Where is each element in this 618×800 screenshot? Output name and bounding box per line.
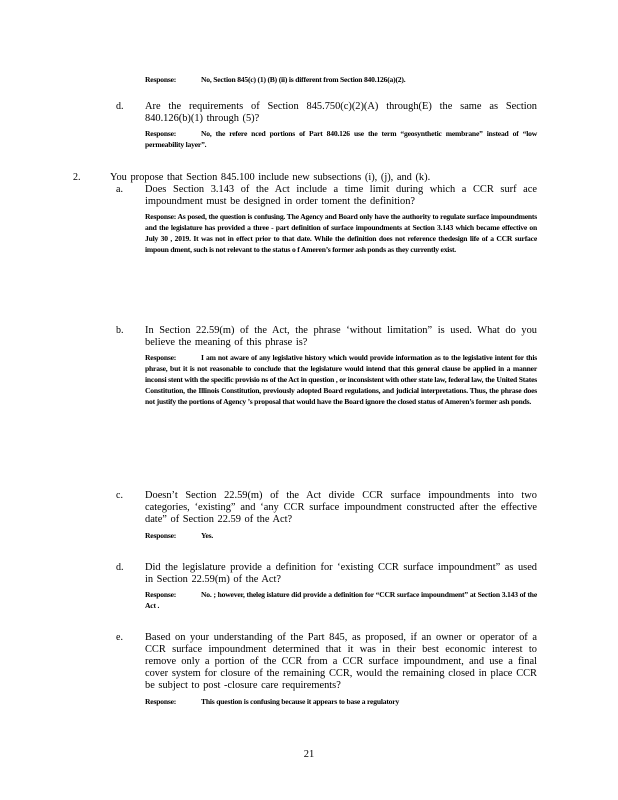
- response-text: : As posed, the question is confusing. The Agency and Board only have the authority to regulate surface impoundments and the legislature has provided a three - part definition of surface impoundments at Section 3.143 which became effective on July 30 , 2019. It was not in effect prior to that date. While the definition does not reference thedesign life of a CCR surface impoun dment, such is not relevant to the status o f Ameren’s former ash ponds as they currently exist.: [145, 212, 537, 255]
- response-label: Response:: [145, 697, 177, 706]
- top-response: [145, 74, 515, 85]
- item-d-response: [145, 128, 537, 150]
- item-b-question: In Section 22.59(m) of the Act, the phrase ‘without limitation” is used. What do you believe the meaning of this phrase is?: [145, 325, 537, 348]
- section-intro: You propose that Section 845.100 include new subsections (i), (j), and (k).: [110, 172, 431, 183]
- item-c-response: [145, 530, 537, 541]
- item-d2-response: [145, 589, 537, 611]
- item-d-question: Are the requirements of Section 845.750(c)(2)(A) through(E) the same as Section 840.126(b)(1) through (5)?: [145, 101, 537, 124]
- response-label: Response:: [145, 129, 177, 138]
- item-d2-question: Did the legislature provide a definition for ‘existing CCR surface impoundment” as used in Section 22.59(m) of the Act?: [145, 562, 537, 585]
- item-e-label: e.: [116, 632, 123, 643]
- item-b-label: b.: [116, 325, 124, 336]
- response-label: Response: [145, 212, 174, 221]
- item-a-question: Does Section 3.143 of the Act include a time limit during which a CCR surf ace impoundment must be designed in order toment the definition?: [145, 184, 537, 207]
- response-text: Yes.: [201, 531, 214, 540]
- item-b-response: [145, 352, 537, 407]
- item-c-question: Doesn’t Section 22.59(m) of the Act divide CCR surface impoundments into two categories, ‘existing” and ‘any CCR surface impoundment constructed after the effective date” of Section 22.59 of the Act?: [145, 490, 537, 525]
- response-label: Response:: [145, 531, 177, 540]
- response-label: Response:: [145, 75, 177, 84]
- section-number: 2.: [73, 172, 81, 183]
- response-text: No, Section 845(c) (1) (B) (ii) is different from Section 840.126(a)(2).: [201, 75, 406, 84]
- item-d2-label: d.: [116, 562, 124, 573]
- item-a-label: a.: [116, 184, 123, 195]
- response-text: No, the refere nced portions of Part 840.126 use the term “geosynthetic membrane” instead of “low permeability layer”.: [145, 129, 537, 150]
- item-e-question: Based on your understanding of the Part 845, as proposed, if an owner or operator of a CCR surface impoundment determined that it was in their best economic interest to remove only a portion of the CCR from a CCR surface impoundment, and use a final cover system for closure of the remaining CCR, would the remaining closed in place CCR be subject to post -closure care requirements?: [145, 632, 537, 691]
- response-text: This question is confusing because it appears to base a regulatory: [201, 697, 400, 706]
- item-c-label: c.: [116, 490, 123, 501]
- response-label: Response:: [145, 590, 177, 599]
- response-label: Response:: [145, 353, 177, 362]
- page-number: 21: [303, 749, 315, 760]
- item-e-response: [145, 696, 537, 707]
- item-a-response: [145, 211, 537, 255]
- item-d-label: d.: [116, 101, 124, 112]
- response-text: I am not aware of any legislative history which would provide information as to the legislative intent for this phrase, but it is not reasonable to conclude that the legislature would intend that this general clause be applied in a manner inconsi stent with the specific provisio ns of the Act in question , or inconsistent with other state law, federal law, the United States Constitution, the Illinois Constitution, previously adopted Board regulations, and judicial interpretations. Thus, the phrase does not justify the portions of Agency ’s proposal that would have the Board ignore the closed status of Ameren’s former ash ponds.: [145, 353, 537, 407]
- response-text: No. ; however, theleg islature did provide a definition for “CCR surface impoundment” at Section 3.143 of the Act .: [145, 590, 537, 611]
